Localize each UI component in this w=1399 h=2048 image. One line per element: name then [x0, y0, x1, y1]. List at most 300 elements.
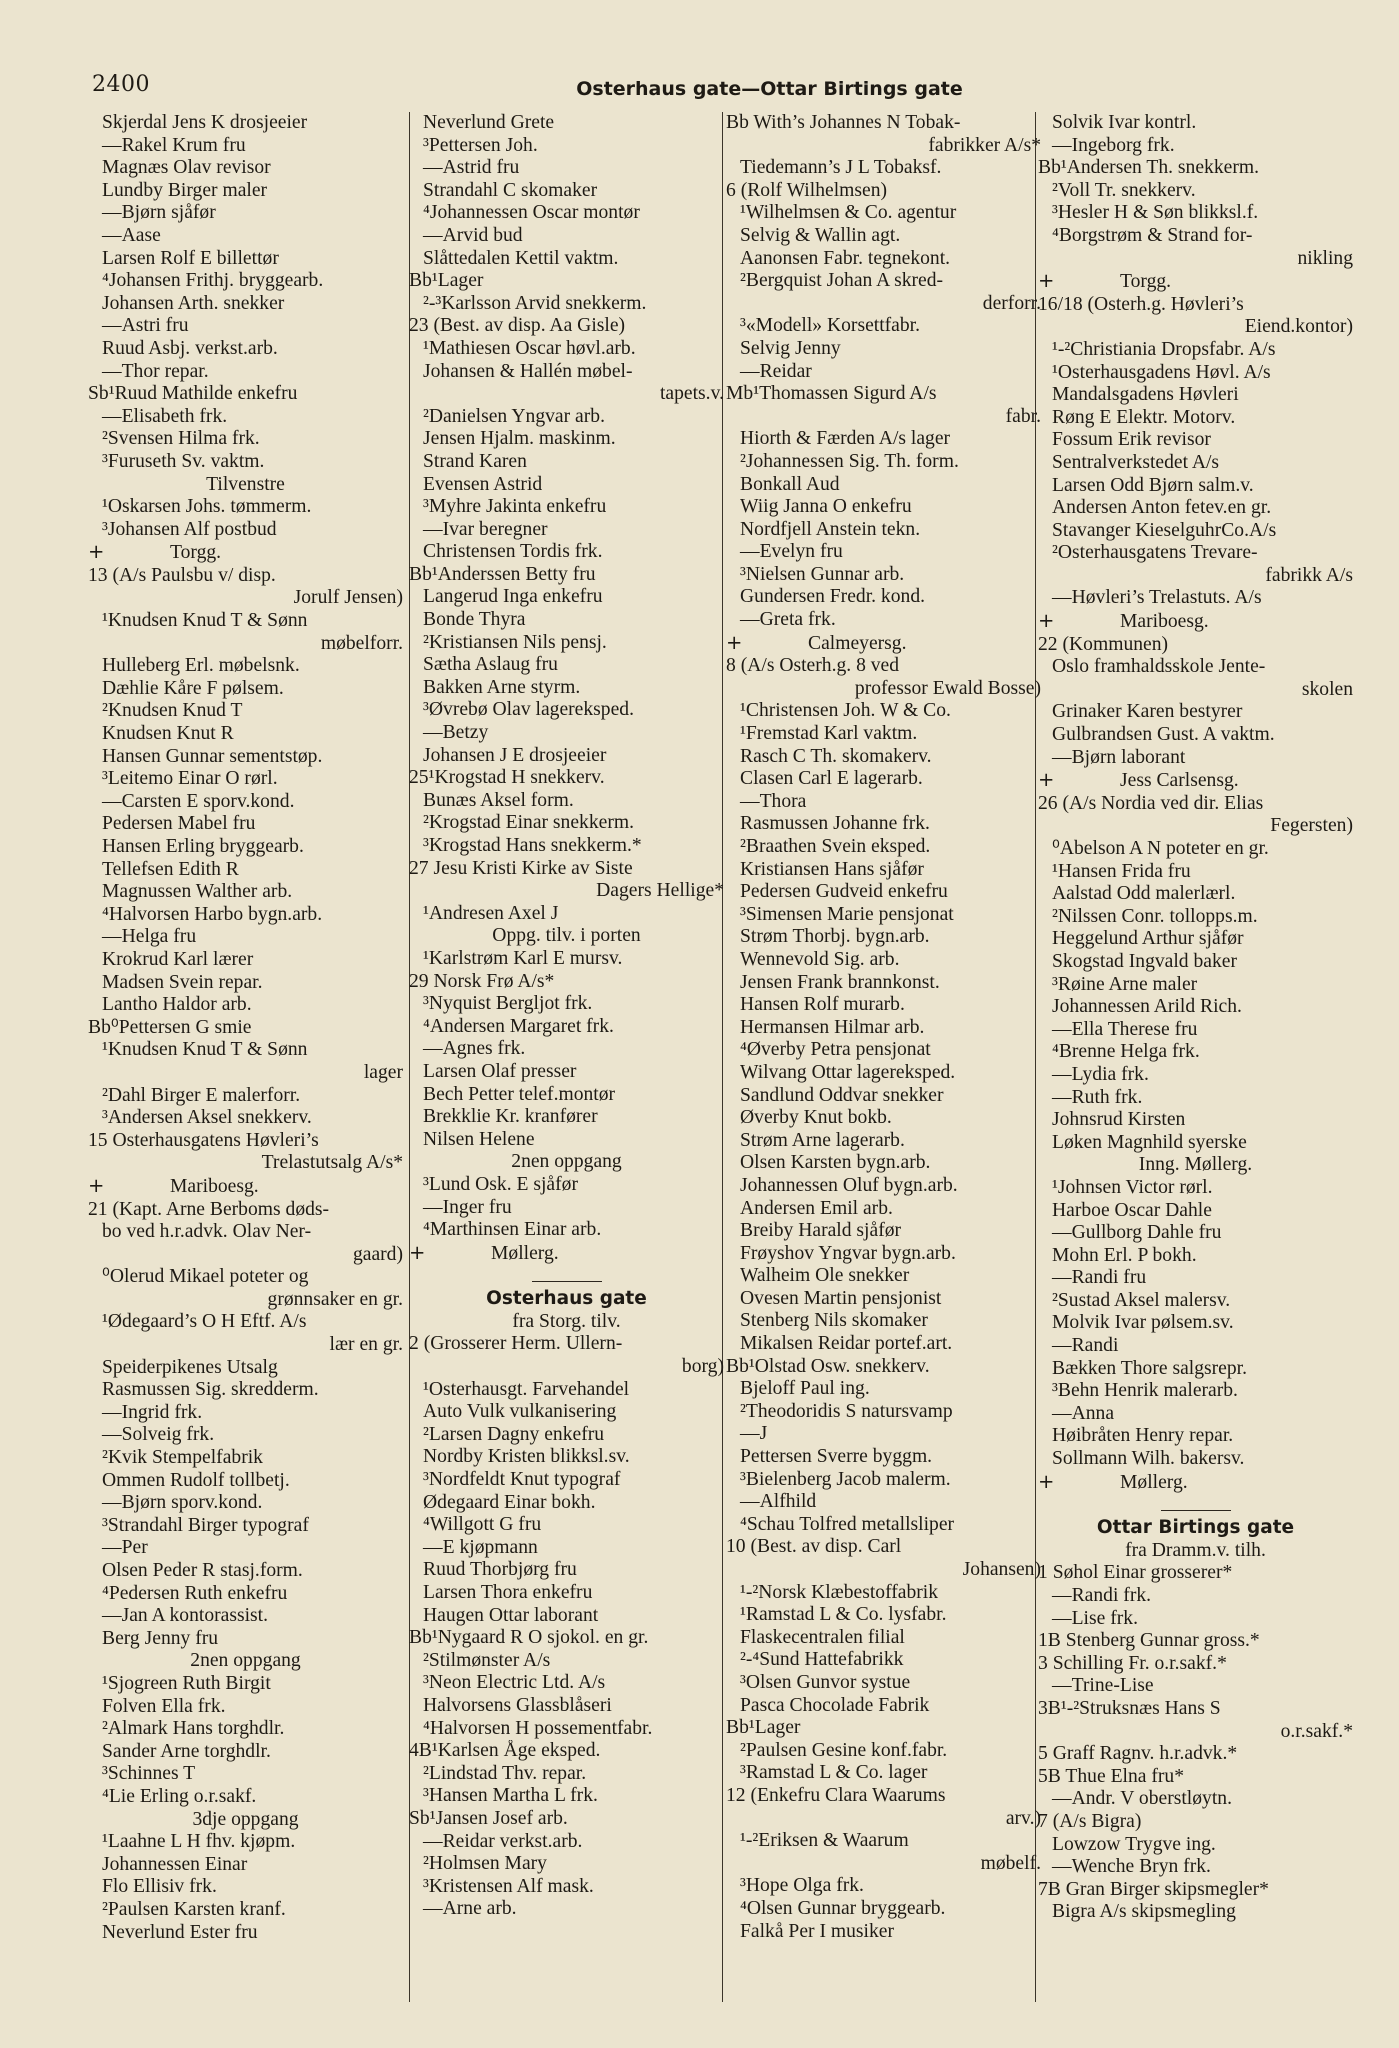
directory-entry: ¹Ramstad L & Co. lysfabr.	[740, 1604, 947, 1626]
directory-entry: —Lise frk.	[1052, 1607, 1138, 1629]
directory-entry: fabrikk A/s	[1265, 564, 1353, 586]
directory-entry: Bonkall Aud	[740, 473, 840, 495]
directory-entry: ³Kristensen Alf mask.	[423, 1875, 594, 1897]
cross-street-icon: +	[1038, 1470, 1055, 1493]
directory-entry: ³Schinnes T	[102, 1763, 196, 1785]
directory-entry: Løken Magnhild syerske	[1052, 1131, 1247, 1153]
directory-entry: —Ivar beregner	[423, 518, 548, 540]
directory-entry: Strøm Thorbj. bygn.arb.	[740, 926, 930, 948]
directory-entry: Hermansen Hilmar arb.	[740, 1016, 925, 1038]
directory-entry: Andersen Emil arb.	[740, 1197, 893, 1219]
directory-entry: ¹Laahne L H fhv. kjøpm.	[102, 1831, 296, 1853]
directory-entry: ³Nielsen Gunnar arb.	[740, 563, 905, 585]
directory-entry: 2nen oppgang	[190, 1650, 301, 1672]
directory-entry: Sb¹Jansen Josef arb.	[409, 1807, 568, 1829]
directory-entry: 3 Schilling Fr. o.r.sakf.*	[1038, 1652, 1227, 1674]
directory-entry: o.r.sakf.*	[1280, 1720, 1353, 1742]
directory-entry: Wilvang Ottar lagereksped.	[740, 1061, 956, 1083]
directory-entry: Folven Ella frk.	[102, 1695, 226, 1717]
directory-entry: Falkå Per I musiker	[740, 1920, 894, 1942]
directory-entry: Trelastutsalg A/s*	[261, 1152, 403, 1174]
directory-entry: ²Osterhausgatens Trevare-	[1052, 542, 1258, 564]
directory-entry: Bb¹Lager	[726, 1717, 801, 1739]
directory-entry: gaard)	[352, 1243, 403, 1265]
directory-entry: Stenberg Nils skomaker	[740, 1310, 928, 1332]
directory-entry: Larsen Olaf presser	[423, 1060, 577, 1082]
column-3	[726, 112, 1041, 1943]
directory-entry: ³Pettersen Joh.	[423, 134, 538, 156]
directory-entry: Pasca Chocolade Fabrik	[740, 1694, 930, 1716]
directory-entry: Johansen)	[962, 1559, 1041, 1580]
directory-entry: Bigra A/s skipsmegling	[1052, 1901, 1236, 1923]
directory-entry: 15 Osterhausgatens Høvleri’s	[88, 1129, 319, 1151]
column-4	[1038, 112, 1353, 1924]
directory-entry: ²Kvik Stempelfabrik	[102, 1447, 263, 1469]
directory-entry: Mohn Erl. P bokh.	[1052, 1244, 1197, 1266]
directory-entry: —Aase	[102, 224, 161, 246]
directory-entry: Sentralverkstedet A/s	[1052, 451, 1220, 473]
directory-entry: 6 (Rolf Wilhelmsen)	[726, 179, 888, 201]
directory-entry: ³Leitemo Einar O rørl.	[102, 768, 278, 790]
directory-entry: fra Storg. tilv.	[512, 1310, 621, 1332]
directory-entry: Speiderpikenes Utsalg	[102, 1356, 278, 1378]
directory-entry: Øverby Knut bokb.	[740, 1107, 892, 1129]
directory-entry: 13 (A/s Paulsbu v/ disp.	[88, 564, 276, 586]
directory-entry: 16/18 (Osterh.g. Høvleri’s	[1038, 293, 1244, 315]
directory-entry: Skjerdal Jens K drosjeeier	[102, 112, 308, 133]
directory-entry: ⁴Willgott G fru	[423, 1514, 542, 1536]
directory-entry: Røng E Elektr. Motorv.	[1052, 406, 1236, 428]
directory-entry: ¹Karlstrøm Karl E mursv.	[423, 947, 623, 969]
directory-entry: Aalstad Odd malerlærl.	[1052, 883, 1236, 905]
directory-entry: ²Nilssen Conr. tollopps.m.	[1052, 905, 1258, 927]
cross-street-line	[1038, 610, 1353, 634]
directory-entry: Wiig Janna O enkefru	[740, 496, 912, 518]
directory-entry: Sander Arne torghdlr.	[102, 1740, 271, 1762]
directory-entry: —Randi fru	[1052, 1267, 1147, 1289]
directory-entry: Aanonsen Fabr. tegnekont.	[740, 247, 951, 269]
directory-entry: 10 (Best. av disp. Carl	[726, 1536, 902, 1558]
cross-street-icon: +	[88, 1174, 105, 1197]
directory-entry: ¹Osterhausgt. Farvehandel	[423, 1378, 630, 1400]
directory-entry: Ruud Asbj. verkst.arb.	[102, 337, 278, 359]
directory-entry: ¹Mathiesen Oscar høvl.arb.	[423, 337, 636, 359]
directory-entry: ³Lund Osk. E sjåfør	[423, 1173, 578, 1195]
directory-entry: Langerud Inga enkefru	[423, 586, 603, 608]
directory-entry: Dæhlie Kåre F pølsem.	[102, 677, 284, 699]
directory-entry: ⁰Olerud Mikael poteter og	[102, 1266, 309, 1288]
directory-entry: 22 (Kommunen)	[1038, 633, 1169, 655]
directory-entry: Solvik Ivar kontrl.	[1052, 112, 1197, 133]
directory-entry: ³Røine Arne maler	[1052, 973, 1198, 995]
directory-entry: Bb¹Nygaard R O sjokol. en gr.	[409, 1627, 649, 1649]
directory-entry: fabrikker A/s*	[928, 134, 1041, 156]
directory-entry: 4B¹Karlsen Åge eksped.	[409, 1740, 601, 1762]
directory-entry: ¹Osterhausgadens Høvl. A/s	[1052, 361, 1271, 383]
directory-entry: ²Stilmønster A/s	[423, 1649, 551, 1671]
directory-entry: Bech Petter telef.montør	[423, 1083, 616, 1105]
directory-entry: —Ingrid frk.	[102, 1401, 203, 1423]
directory-entry: Rasmussen Johanne frk.	[740, 813, 930, 835]
directory-entry: 8 (A/s Osterh.g. 8 ved	[726, 655, 900, 677]
directory-entry: ²Paulsen Gesine konf.fabr.	[740, 1739, 948, 1761]
directory-entry: Sollmann Wilh. bakersv.	[1052, 1448, 1245, 1470]
directory-entry: fra Dramm.v. tilh.	[1125, 1539, 1266, 1561]
directory-entry: Hulleberg Erl. møbelsnk.	[102, 655, 300, 677]
street-heading: Osterhaus gate	[486, 1288, 647, 1310]
directory-entry: Bb¹Andersen Th. snekkerm.	[1038, 157, 1260, 179]
directory-entry: —Bjørn laborant	[1052, 746, 1186, 768]
directory-entry: —Astri fru	[102, 315, 189, 337]
cross-street-icon: +	[1038, 610, 1055, 633]
directory-entry: Olsen Peder R stasj.form.	[102, 1560, 303, 1581]
directory-entry: —Thor repar.	[102, 360, 209, 382]
directory-entry: 5B Thue Elna fru*	[1038, 1765, 1185, 1787]
directory-entry: Auto Vulk vulkanisering	[423, 1401, 617, 1423]
directory-entry: Haugen Ottar laborant	[423, 1604, 599, 1626]
directory-entry: nikling	[1297, 247, 1353, 269]
directory-entry: Oppg. tilv. i porten	[492, 925, 641, 947]
directory-entry: Breiby Harald sjåfør	[740, 1220, 902, 1242]
directory-entry: Heggelund Arthur sjåfør	[1052, 928, 1244, 950]
column-2	[409, 112, 724, 1921]
directory-entry: møbelf.	[980, 1852, 1041, 1874]
directory-entry: ³Ramstad L & Co. lager	[740, 1762, 928, 1784]
directory-entry: ¹Knudsen Knud T & Sønn	[102, 610, 308, 632]
directory-entry: ²-³Karlsson Arvid snekkerm.	[423, 292, 647, 314]
directory-entry: Selvig Jenny	[740, 337, 841, 359]
directory-entry: —Astrid fru	[423, 157, 520, 179]
directory-entry: Johannessen Einar	[102, 1853, 248, 1875]
directory-entry: —Alfhild	[740, 1491, 817, 1513]
directory-entry: —J	[740, 1423, 768, 1445]
directory-entry: Inng. Møllerg.	[1138, 1154, 1253, 1176]
cross-street-name: Møllerg.	[1120, 1471, 1188, 1493]
directory-entry: ³Furuseth Sv. vaktm.	[102, 450, 265, 472]
directory-entry: 2nen oppgang	[511, 1151, 622, 1173]
directory-entry: ⁴Schau Tolfred metallsliper	[740, 1513, 955, 1535]
directory-entry: —Betzy	[423, 722, 489, 744]
directory-entry: Selvig & Wallin agt.	[740, 224, 901, 246]
page-number: 2400	[92, 72, 150, 97]
directory-entry: 26 (A/s Nordia ved dir. Elias	[1038, 792, 1264, 814]
directory-entry: Flaskecentralen filial	[740, 1626, 905, 1648]
directory-entry: Fossum Erik revisor	[1052, 429, 1211, 451]
directory-entry: Rasch C Th. skomakerv.	[740, 745, 932, 767]
directory-entry: Stavanger KieselguhrCo.A/s	[1052, 519, 1277, 541]
directory-entry: ²Theodoridis S natursvamp	[740, 1400, 953, 1422]
directory-entry: ⁴Borgstrøm & Strand for-	[1052, 224, 1253, 246]
directory-entry: Brekklie Kr. kranfører	[423, 1106, 598, 1128]
directory-entry: Halvorsens Glassblåseri	[423, 1694, 612, 1716]
directory-entry: —Bjørn sporv.kond.	[102, 1492, 263, 1514]
directory-entry: Strand Karen	[423, 450, 527, 472]
directory-entry: Bjeloff Paul ing.	[740, 1378, 870, 1400]
directory-entry: 25¹Krogstad H snekkerv.	[409, 767, 605, 789]
directory-entry: Fegersten)	[1270, 815, 1353, 837]
directory-entry: 3B¹-²Struksnæs Hans S	[1038, 1697, 1221, 1719]
directory-entry: —Ella Therese fru	[1052, 1018, 1198, 1040]
directory-entry: Frøyshov Yngvar bygn.arb.	[740, 1242, 956, 1264]
directory-entry: Pettersen Sverre byggm.	[740, 1446, 933, 1468]
directory-entry: Mandalsgadens Høvleri	[1052, 384, 1239, 406]
directory-entry: tapets.v.	[659, 383, 724, 405]
directory-entry: 23 (Best. av disp. Aa Gisle)	[409, 315, 626, 337]
directory-entry: ²Kristiansen Nils pensj.	[423, 631, 607, 653]
directory-entry: Nordby Kristen blikksl.sv.	[423, 1446, 630, 1468]
directory-entry: —Wenche Bryn frk.	[1052, 1856, 1211, 1878]
directory-entry: Hansen Gunnar sementstøp.	[102, 745, 323, 767]
directory-entry: —Inger fru	[423, 1196, 512, 1218]
directory-entry: Tilvenstre	[206, 473, 285, 495]
directory-entry: Hiorth & Færden A/s lager	[740, 428, 951, 450]
directory-entry: Slåttedalen Kettil vaktm.	[423, 247, 619, 269]
directory-entry: ²Svensen Hilma frk.	[102, 428, 260, 450]
directory-entry: Ødegaard Einar bokh.	[423, 1491, 596, 1513]
directory-entry: ³Myhre Jakinta enkefru	[423, 496, 607, 518]
directory-entry: Jensen Frank brannkonst.	[740, 971, 940, 993]
directory-entry: Berg Jenny fru	[102, 1627, 219, 1649]
directory-entry: ⁴Brenne Helga frk.	[1052, 1041, 1200, 1063]
directory-entry: ²Sustad Aksel malersv.	[1052, 1289, 1231, 1311]
directory-entry: ²Krogstad Einar snekkerm.	[423, 812, 635, 834]
directory-entry: —Evelyn fru	[740, 541, 843, 563]
column-1	[88, 112, 403, 1944]
directory-entry: —Andr. V oberstløytn.	[1052, 1788, 1232, 1810]
directory-entry: ³Olsen Gunvor systue	[740, 1671, 911, 1693]
directory-entry: Johannessen Oluf bygn.arb.	[740, 1174, 958, 1196]
directory-entry: ⁴Andersen Margaret frk.	[423, 1015, 614, 1037]
directory-entry: bo ved h.r.advk. Olav Ner-	[102, 1221, 312, 1243]
cross-street-name: Mariboesg.	[1120, 611, 1209, 633]
directory-entry: ²Danielsen Yngvar arb.	[423, 405, 605, 427]
directory-entry: ³«Modell» Korsettfabr.	[740, 315, 921, 337]
directory-entry: 3dje oppgang	[192, 1808, 299, 1830]
directory-entry: Molvik Ivar pølsem.sv.	[1052, 1312, 1234, 1334]
directory-entry: ³Nordfeldt Knut typograf	[423, 1469, 621, 1491]
cross-street-line	[726, 632, 1041, 656]
directory-entry: Madsen Svein repar.	[102, 971, 263, 993]
directory-entry: ³Bielenberg Jacob malerm.	[740, 1468, 951, 1490]
directory-entry: ²Voll Tr. snekkerv.	[1052, 179, 1196, 201]
directory-entry: Mikalsen Reidar portef.art.	[740, 1333, 953, 1355]
directory-entry: ¹Knudsen Knud T & Sønn	[102, 1039, 308, 1061]
directory-entry: Christensen Tordis frk.	[423, 541, 603, 563]
directory-entry: ¹-²Christiania Dropsfabr. A/s	[1052, 338, 1276, 360]
cross-street-line	[1038, 270, 1353, 294]
directory-entry: —Greta frk.	[740, 609, 836, 631]
directory-entry: —Ruth frk.	[1052, 1086, 1143, 1108]
directory-entry: ⁴Lie Erling o.r.sakf.	[102, 1785, 257, 1807]
directory-entry: —Rakel Krum fru	[102, 134, 246, 156]
directory-entry: —E kjøpmann	[423, 1536, 538, 1558]
directory-entry: ²Almark Hans torghdlr.	[102, 1718, 285, 1740]
directory-entry: —Randi	[1052, 1335, 1119, 1357]
directory-entry: ³Johansen Alf postbud	[102, 518, 277, 540]
directory-entry: Ovesen Martin pensjonist	[740, 1287, 942, 1309]
cross-street-line	[409, 1242, 724, 1266]
directory-entry: Lowzow Trygve ing.	[1052, 1833, 1216, 1855]
directory-entry: ²Dahl Birger E malerforr.	[102, 1084, 301, 1106]
directory-entry: derforr.	[982, 292, 1041, 314]
directory-entry: —Reidar verkst.arb.	[423, 1830, 583, 1852]
directory-entry: ⁴Olsen Gunnar bryggearb.	[740, 1897, 946, 1919]
directory-entry: ²Larsen Dagny enkefru	[423, 1423, 605, 1445]
directory-entry: Knudsen Knut R	[102, 723, 234, 745]
directory-entry: ¹Johnsen Victor rørl.	[1052, 1176, 1213, 1198]
directory-entry: Bunæs Aksel form.	[423, 789, 574, 811]
cross-street-icon: +	[88, 541, 105, 564]
directory-entry: —Arne arb.	[423, 1898, 517, 1920]
directory-entry: —Jan A kontorassist.	[102, 1605, 269, 1627]
street-heading: Ottar Birtings gate	[1096, 1517, 1295, 1539]
directory-entry: Jorulf Jensen)	[293, 587, 403, 609]
directory-entry: ⁴Johannessen Oscar montør	[423, 202, 640, 224]
directory-entry: Sb¹Ruud Mathilde enkefru	[88, 383, 298, 405]
directory-entry: borg)	[681, 1356, 724, 1378]
directory-entry: skolen	[1301, 678, 1353, 700]
directory-entry: ³Simensen Marie pensjonat	[740, 903, 954, 925]
cross-street-icon: +	[1038, 769, 1055, 792]
directory-entry: Gulbrandsen Gust. A vaktm.	[1052, 724, 1275, 746]
cross-street-line	[1038, 1471, 1353, 1495]
directory-entry: ⁴Pedersen Ruth enkefru	[102, 1582, 288, 1604]
directory-entry: ¹Christensen Joh. W & Co.	[740, 700, 951, 722]
directory-entry: Flo Ellisiv frk.	[102, 1876, 217, 1898]
directory-entry: ⁴Halvorsen Harbo bygn.arb.	[102, 903, 323, 925]
directory-entry: Tiedemann’s J L Tobaksf.	[740, 157, 942, 179]
directory-entry: Eiend.kontor)	[1244, 316, 1353, 338]
section-rule	[532, 1281, 602, 1282]
directory-entry: ³Nyquist Bergljot frk.	[423, 993, 593, 1015]
directory-entry: Bb¹Anderssen Betty fru	[409, 563, 596, 585]
directory-entry: Wennevold Sig. arb.	[740, 948, 900, 970]
directory-entry: —Gullborg Dahle fru	[1052, 1222, 1222, 1244]
directory-entry: —Helga fru	[102, 926, 197, 948]
directory-entry: ¹Fremstad Karl vaktm.	[740, 723, 918, 745]
directory-entry: ³Andersen Aksel snekkerv.	[102, 1107, 312, 1129]
directory-entry: ¹Oskarsen Johs. tømmerm.	[102, 496, 312, 518]
directory-entry: Rasmussen Sig. skredderm.	[102, 1379, 319, 1401]
directory-entry: Evensen Astrid	[423, 473, 543, 495]
directory-entry: Bonde Thyra	[423, 609, 526, 631]
cross-street-name: Torgg.	[170, 542, 222, 564]
directory-entry: Ommen Rudolf tollbetj.	[102, 1469, 290, 1491]
directory-entry: —Anna	[1052, 1402, 1115, 1424]
directory-entry: Larsen Rolf E billettør	[102, 247, 279, 269]
directory-entry: Bb¹Olstad Osw. snekkerv.	[726, 1355, 930, 1377]
directory-entry: ²Bergquist Johan A skred-	[740, 270, 944, 292]
directory-entry: Bb With’s Johannes N Tobak-	[726, 112, 961, 133]
directory-entry: Nilsen Helene	[423, 1128, 535, 1150]
directory-entry: ³Behn Henrik malerarb.	[1052, 1380, 1238, 1402]
directory-entry: Pedersen Gudveid enkefru	[740, 881, 948, 903]
directory-entry: Johansen Arth. snekker	[102, 292, 285, 314]
directory-entry: møbelforr.	[320, 632, 403, 654]
directory-entry: ²Holmsen Mary	[423, 1853, 547, 1875]
directory-entry: —Lydia frk.	[1052, 1063, 1149, 1085]
directory-entry: ⁴Johansen Frithj. bryggearb.	[102, 270, 324, 292]
directory-entry: 2 (Grosserer Herm. Ullern-	[409, 1333, 623, 1355]
directory-entry: ²Braathen Svein eksped.	[740, 836, 931, 857]
directory-entry: ¹-²Eriksen & Waarum	[740, 1830, 909, 1852]
cross-street-line	[88, 541, 403, 565]
directory-entry: ³Hesler H & Søn blikksl.f.	[1052, 202, 1259, 224]
directory-entry: 12 (Enkefru Clara Waarums	[726, 1784, 946, 1806]
directory-entry: ³Øvrebø Olav lagereksped.	[423, 699, 634, 721]
directory-entry: ¹Ødegaard’s O H Eftf. A/s	[102, 1311, 307, 1333]
directory-entry: Johansen & Hallén møbel-	[423, 360, 633, 382]
directory-entry: Larsen Thora enkefru	[423, 1582, 593, 1603]
directory-entry: arv.)	[1005, 1807, 1041, 1829]
directory-entry: professor Ewald Bosse)	[854, 677, 1041, 699]
directory-entry: 1B Stenberg Gunnar gross.*	[1038, 1630, 1260, 1652]
directory-entry: Lundby Birger maler	[102, 179, 268, 201]
directory-entry: Krokrud Karl lærer	[102, 948, 254, 970]
directory-entry: Johannessen Arild Rich.	[1052, 996, 1242, 1018]
directory-entry: ¹Sjogreen Ruth Birgit	[102, 1672, 271, 1694]
cross-street-icon: +	[1038, 270, 1055, 293]
directory-entry: Johnsrud Kirsten	[1052, 1109, 1186, 1131]
directory-entry: Bakken Arne styrm.	[423, 676, 581, 698]
cross-street-line	[1038, 769, 1353, 793]
directory-entry: 1 Søhol Einar grosserer*	[1038, 1562, 1233, 1584]
directory-entry: 27 Jesu Kristi Kirke av Siste	[409, 857, 633, 879]
directory-entry: —Per	[102, 1537, 148, 1559]
directory-entry: —Thora	[740, 790, 807, 812]
directory-entry: Gundersen Fredr. kond.	[740, 586, 926, 608]
directory-entry: ³Krogstad Hans snekkerm.*	[423, 835, 642, 856]
cross-street-icon: +	[409, 1241, 426, 1264]
directory-entry: Larsen Odd Bjørn salm.v.	[1052, 474, 1254, 496]
directory-entry: 7 (A/s Bigra)	[1038, 1810, 1142, 1832]
directory-entry: Høibråten Henry repar.	[1052, 1425, 1234, 1447]
directory-entry: Jensen Hjalm. maskinm.	[423, 428, 616, 450]
directory-entry: Mb¹Thomassen Sigurd A/s	[726, 383, 937, 405]
directory-entry: Pedersen Mabel fru	[102, 813, 256, 835]
directory-entry: ⁴Halvorsen H possementfabr.	[423, 1717, 653, 1739]
directory-entry: grønnsaker en gr.	[267, 1288, 403, 1310]
directory-entry: 29 Norsk Frø A/s*	[409, 970, 555, 992]
directory-entry: Dagers Hellige*	[596, 880, 724, 902]
directory-entry: —Bjørn sjåfør	[102, 202, 216, 224]
directory-entry: Nordfjell Anstein tekn.	[740, 518, 921, 540]
directory-entry: ¹Wilhelmsen & Co. agentur	[740, 202, 957, 224]
directory-entry: Sætha Aslaug fru	[423, 654, 558, 676]
directory-entry: ⁴Marthinsen Einar arb.	[423, 1219, 602, 1241]
directory-entry: —Høvleri’s Trelastuts. A/s	[1052, 587, 1262, 609]
directory-entry: ¹Andresen Axel J	[423, 902, 559, 924]
directory-entry: ²Knudsen Knud T	[102, 700, 243, 722]
directory-entry: ⁰Abelson A N poteter en gr.	[1052, 838, 1269, 859]
directory-entry: ²Lindstad Thv. repar.	[423, 1762, 587, 1784]
directory-entry: ²Paulsen Karsten kranf.	[102, 1898, 286, 1920]
directory-entry: Walheim Ole snekker	[740, 1265, 910, 1287]
directory-entry: Grinaker Karen bestyrer	[1052, 701, 1243, 723]
directory-entry: ¹Hansen Frida fru	[1052, 860, 1191, 882]
directory-entry: Olsen Karsten bygn.arb.	[740, 1152, 931, 1174]
directory-entry: Clasen Carl E lagerarb.	[740, 768, 923, 790]
cross-street-line	[88, 1175, 403, 1199]
directory-entry: Magnussen Walther arb.	[102, 881, 293, 903]
cross-street-icon: +	[726, 631, 743, 654]
directory-entry: Ruud Thorbjørg fru	[423, 1559, 577, 1581]
directory-entry: Harboe Oscar Dahle	[1052, 1199, 1212, 1221]
cross-street-name: Torgg.	[1120, 271, 1172, 293]
cross-street-name: Møllerg.	[491, 1242, 559, 1264]
directory-entry: Hansen Rolf murarb.	[740, 994, 905, 1016]
directory-entry: ³Hope Olga frk.	[740, 1875, 864, 1897]
